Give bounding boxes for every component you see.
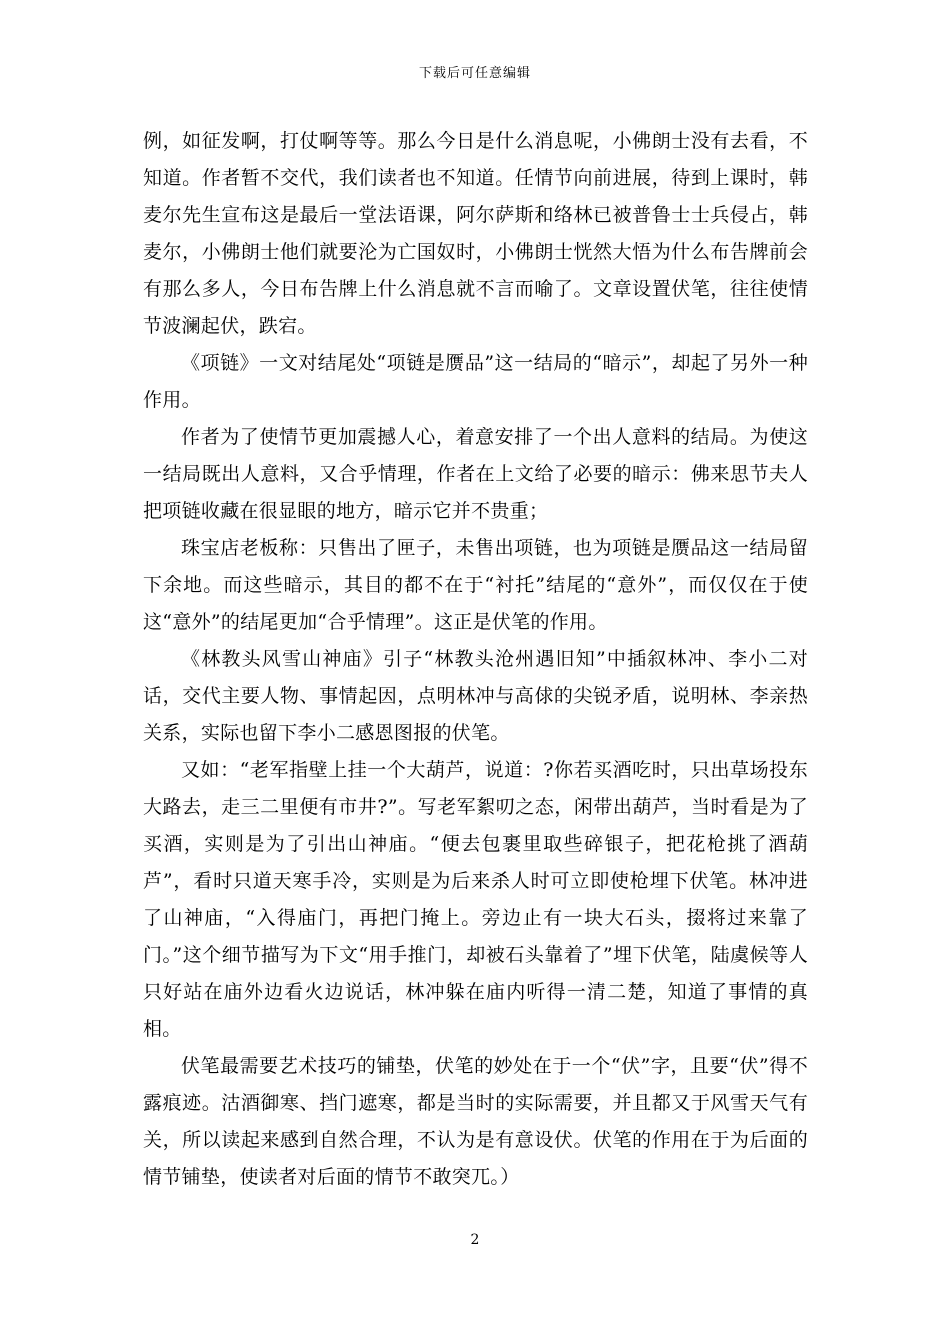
- paragraph-3: 作者为了使情节更加震撼人心，着意安排了一个出人意料的结局。为使这一结局既出人意料，又合乎情理，作者在上文给了必要的暗示：佛来思节夫人把项链收藏在很显眼的地方，暗示它并不贵重；: [143, 426, 808, 522]
- page-header: 下载后可任意编辑: [418, 66, 531, 81]
- document-body: [143, 123, 808, 1196]
- paragraph-5: 《林教头风雪山神庙》引子“林教头沧州遇旧知”中插叙林冲、李小二对话，交代主要人物、事情起因，点明林冲与高俅的尖锐矛盾，说明林、李亲热关系，实际也留下李小二感恩图报的伏笔。: [143, 648, 808, 744]
- paragraph-7: 伏笔最需要艺术技巧的铺垫，伏笔的妙处在于一个“伏”字，且要“伏”得不露痕迹。沽酒御寒、挡门遮寒，都是当时的实际需要，并且都又于风雪天气有关，所以读起来感到自然合理，不认为是有意设伏。伏笔的作用在于为后面的情节铺垫，使读者对后面的情节不敢突兀。）: [143, 1055, 808, 1188]
- paragraph-2: 《项链》一文对结尾处“项链是赝品”这一结局的“暗示”，却起了另外一种作用。: [143, 352, 808, 411]
- paragraph-6: 又如：“老军指壁上挂一个大葫芦，说道：?你若买酒吃时，只出草场投东大路去，走三二里便有市井?”。写老军絮叨之态，闲带出葫芦，当时看是为了买酒，实则是为了引出山神庙。“便去包裹里取些碎银子，把花枪挑了酒葫芦”，看时只道天寒手冷，实则是为后来杀人时可立即使枪埋下伏笔。林冲进了山神庙，“入得庙门，再把门掩上。旁边止有一块大石头，掇将过来靠了门。”这个细节描写为下文“用手推门，却被石头靠着了”埋下伏笔，陆虞候等人只好站在庙外边看火边说话，林冲躲在庙内听得一清二楚，知道了事情的真相。: [143, 759, 808, 1040]
- paragraph-1: 例，如征发啊，打仗啊等等。那么今日是什么消息呢，小佛朗士没有去看，不知道。作者暂不交代，我们读者也不知道。任情节向前进展，待到上课时，韩麦尔先生宣布这是最后一堂法语课，阿尔萨斯和络林已被普鲁士士兵侵占，韩麦尔，小佛朗士他们就要沦为亡国奴时，小佛朗士恍然大悟为什么布告牌前会有那么多人，今日布告牌上什么消息就不言而喻了。文章设置伏笔，往往使情节波澜起伏，跌宕。: [143, 130, 808, 337]
- page-number: 2: [470, 1232, 480, 1248]
- paragraph-4: 珠宝店老板称：只售出了匣子，未售出项链，也为项链是赝品这一结局留下余地。而这些暗示，其目的都不在于“衬托”结尾的“意外”，而仅仅在于使这“意外”的结尾更加“合乎情理”。这正是伏笔的作用。: [143, 537, 808, 633]
